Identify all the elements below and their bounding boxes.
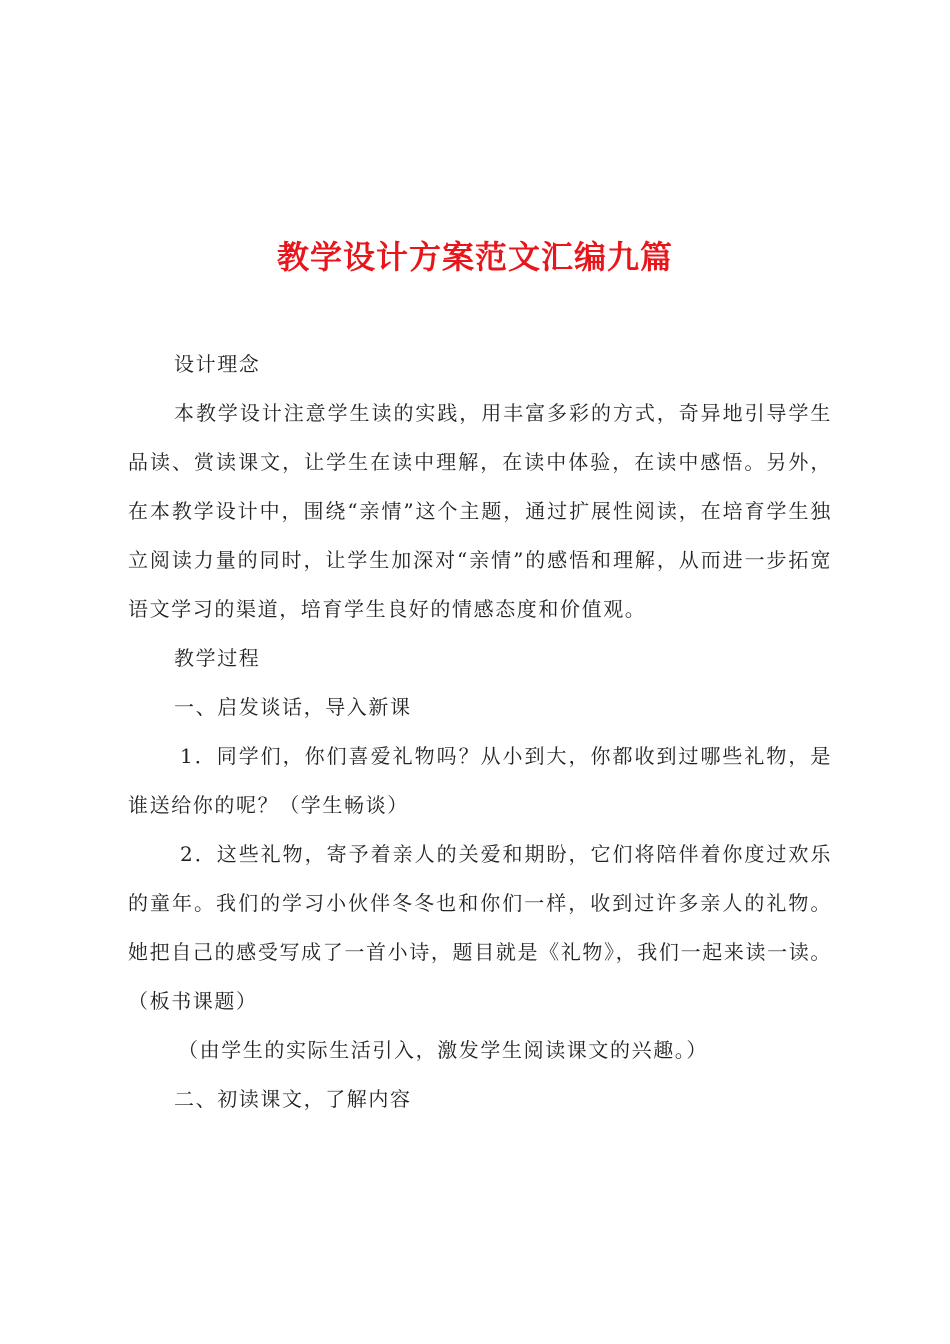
heading-section-two: 二、初读课文，了解内容 [174,1087,412,1111]
paragraph-note: （由学生的实际生活引入，激发学生阅读课文的兴趣。） [178,1038,708,1062]
list-item-2: 2．这些礼物，寄予着亲人的关爱和期盼，它们将陪伴着你度过欢乐的童年。我们的学习小伙伴冬冬也和你们一样，收到过许多亲人的礼物。她把自己的感受写成了一首小诗，题目就是《礼物》，我们一起来读一读。（板书课题） [128,842,832,1013]
list-item-1: 1．同学们，你们喜爱礼物吗？从小到大，你都收到过哪些礼物，是谁送给你的呢？（学生畅谈） [128,744,832,817]
document-title: 教学设计方案范文汇编九篇 [276,238,673,277]
paragraph-design-concept: 本教学设计注意学生读的实践，用丰富多彩的方式，奇异地引导学生品读、赏读课文，让学生在读中理解，在读中体验，在读中感悟。另外，在本教学设计中，围绕“亲情”这个主题，通过扩展性阅读，在培育学生独立阅读力量的同时，让学生加深对“亲情”的感悟和理解，从而进一步拓宽语文学习的渠道，培育学生良好的情感态度和价值观。 [128,401,832,621]
heading-teaching-process: 教学过程 [174,646,261,670]
heading-section-one: 一、启发谈话，导入新课 [174,695,412,719]
document-body [128,340,832,1124]
heading-design-concept: 设计理念 [174,352,261,376]
